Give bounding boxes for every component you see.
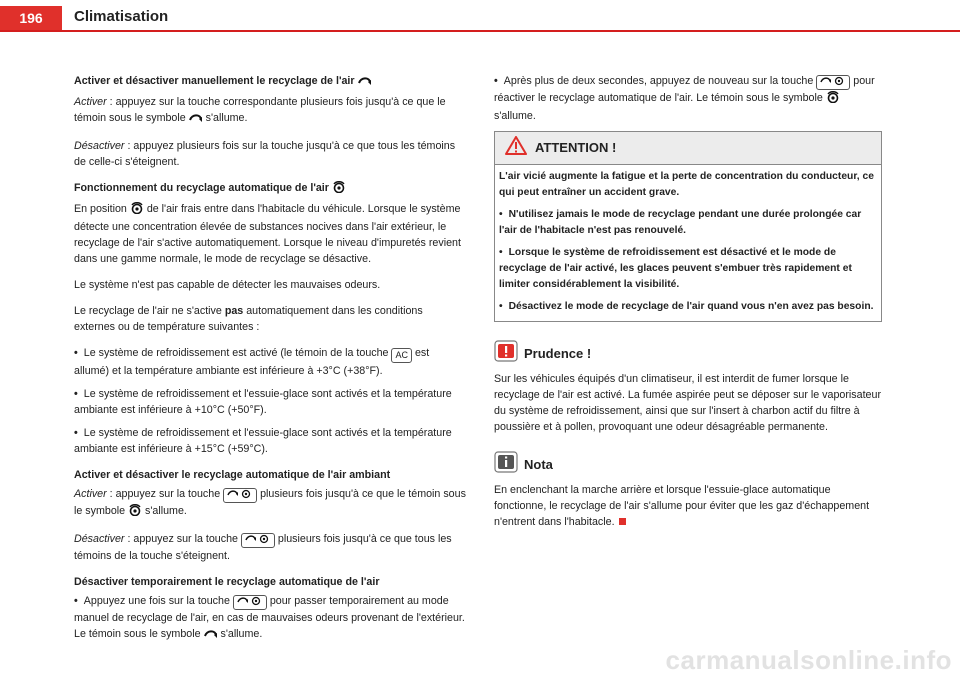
note-header <box>494 451 882 478</box>
caution-title: Prudence ! <box>524 345 592 361</box>
warning-box <box>494 131 882 322</box>
watermark: carmanualsonline.info <box>665 645 952 675</box>
page-header <box>0 0 960 30</box>
recirculation-key-icon <box>241 533 275 548</box>
list-item: • Après plus de deux secondes, appuyez de nouveau sur la touche pour réactiver le recyclage automatique de l'air. Le témoin sous le symbole s'allume. <box>494 75 875 122</box>
section-heading: Activer et désactiver le recyclage automatique de l'air ambiant <box>74 469 391 481</box>
list-item: • Le système de refroidissement est activé (le témoin de la touche AC est allumé) et la température ambiante est inférieure à +3°C (+38°F). <box>74 347 430 377</box>
header-rule <box>0 30 960 32</box>
paragraph: Activer : appuyez sur la touche correspondante plusieurs fois jusqu'à ce que le témoin sous le symbole s'allume. <box>74 94 466 128</box>
warning-bullet: • Désactivez le mode de recyclage de l'air quand vous n'en avez pas besoin. <box>499 301 874 312</box>
page-number: 196 <box>0 6 62 30</box>
recirculation-key-icon <box>816 75 850 90</box>
auto-recirculation-icon <box>332 181 346 198</box>
warning-body <box>495 165 881 321</box>
warning-bullet: • N'utilisez jamais le mode de recyclage pendant une durée prolongée car l'air de l'habitacle n'est pas renouvelé. <box>499 209 862 236</box>
paragraph: Le système n'est pas capable de détecter les mauvaises odeurs. <box>74 279 381 291</box>
note-text: En enclenchant la marche arrière et lorsque l'essuie-glace automatique fonctionne, le recyclage de l'air s'allume pour éviter que les gaz d'échappement n'entrent dans l'habitacle. <box>494 484 870 528</box>
warning-triangle-icon <box>505 136 527 160</box>
auto-recirculation-icon <box>128 504 142 521</box>
warning-text: L'air vicié augmente la fatigue et la perte de concentration du conducteur, ce qui peut entraîner un accident grave. <box>499 171 874 198</box>
list-item: • Le système de refroidissement et l'essuie-glace sont activés et la température ambiante est inférieure à +10°C (+50°F). <box>74 388 452 416</box>
recirculation-icon <box>204 628 218 644</box>
ac-key: AC <box>391 348 412 363</box>
list-item: • Le système de refroidissement et l'essuie-glace sont activés et la température ambiante est inférieure à +15°C (+59°C). <box>74 427 452 455</box>
auto-recirculation-icon <box>826 91 840 108</box>
section-heading: Fonctionnement du recyclage automatique de l'air <box>74 180 466 198</box>
caution-text: Sur les véhicules équipés d'un climatiseur, il est interdit de fumer lorsque le recyclage de l'air est activé. La fumée aspirée peut se déposer sur le vaporisateur du système de refroidissement, ainsi que sur l'insert à charbon actif du filtre à poussière et à pollen, provoquant une odeur désagréable permanente. <box>494 373 881 433</box>
warning-title: ATTENTION ! <box>535 140 617 155</box>
warning-header <box>495 132 881 165</box>
recirculation-icon <box>189 112 203 128</box>
caution-icon <box>494 340 518 367</box>
section-heading: Désactiver temporairement le recyclage automatique de l'air <box>74 576 380 588</box>
note-icon <box>494 451 518 478</box>
note-title: Nota <box>524 456 553 472</box>
recirculation-key-icon <box>233 595 267 610</box>
section-heading: Activer et désactiver manuellement le recyclage de l'air <box>74 73 466 91</box>
right-column <box>494 73 882 540</box>
caution-header <box>494 340 882 367</box>
paragraph: En position de l'air frais entre dans l'habitacle du véhicule. Lorsque le système détecte une concentration élevée de substances nocives dans l'air extérieur, le recyclage de l'air s'active automatiquement. Lorsque le niveau d'impuretés revient dans une gamme normale, le mode de recyclage se désactive. <box>74 203 461 265</box>
left-column <box>74 73 466 651</box>
warning-bullet: • Lorsque le système de refroidissement est désactivé et le mode de recyclage de l'air activé, les glaces peuvent s'embuer très rapidement et limiter considérablement la visibilité. <box>499 247 852 290</box>
auto-recirculation-icon <box>130 202 144 219</box>
paragraph: Le recyclage de l'air ne s'active pas automatiquement dans les conditions externes ou de température suivantes : <box>74 305 423 333</box>
paragraph: Activer : appuyez sur la touche plusieurs fois jusqu'à ce que le témoin sous le symbole s'allume. <box>74 486 466 521</box>
paragraph: Désactiver : appuyez sur la touche plusieurs fois jusqu'à ce que tous les témoins de la touche s'éteignent. <box>74 533 452 562</box>
recirculation-key-icon <box>223 488 257 503</box>
paragraph: Désactiver : appuyez plusieurs fois sur la touche jusqu'à ce que tous les témoins de celle-ci s'éteignent. <box>74 140 456 168</box>
page-title: Climatisation <box>74 8 169 25</box>
recirculation-icon <box>358 75 372 91</box>
end-marker-icon <box>619 518 626 525</box>
list-item: • Appuyez une fois sur la touche pour passer temporairement au mode manuel de recyclage de l'air, en cas de mauvaises odeurs provenant de l'extérieur. Le témoin sous le symbole s'allume. <box>74 593 466 644</box>
